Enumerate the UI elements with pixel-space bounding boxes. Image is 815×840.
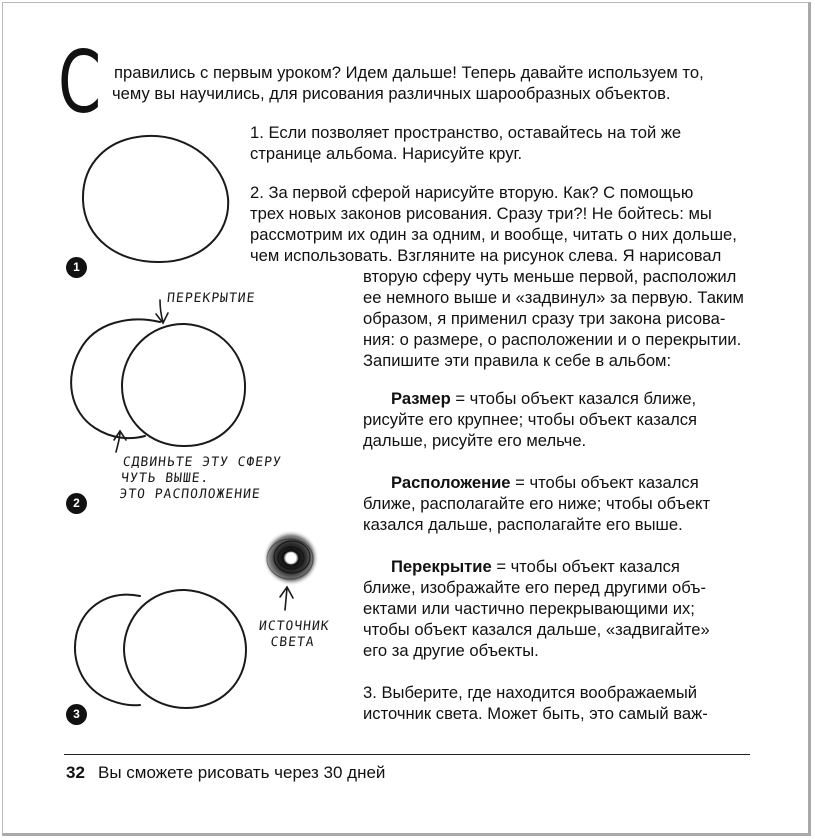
step-2-line: вторую сферу чуть меньше первой, расположил	[363, 267, 737, 286]
shift-note	[118, 455, 282, 503]
rule-position-text: = чтобы объект казался	[510, 473, 699, 492]
rule-size-text: рисуйте его крупнее; чтобы объект казался	[363, 410, 698, 429]
step-2-line: Запишите эти правила к себе в альбом:	[363, 351, 672, 370]
intro-line: правились с первым уроком? Идем дальше! Теперь давайте используем то,	[114, 63, 704, 82]
sphere-circle-1	[83, 136, 228, 262]
shift-arrow	[114, 431, 126, 452]
rule-overlap-term: Перекрытие	[391, 557, 492, 576]
shift-note-line: ЧУТЬ ВЫШЕ.	[120, 471, 211, 486]
light-source-label	[256, 619, 330, 651]
sphere-front-3	[124, 590, 246, 708]
rule-position-text: казался дальше, располагайте его выше.	[363, 515, 683, 534]
rule-overlap-text: ектами или частично перекрывающими их;	[363, 599, 695, 618]
rule-overlap-text: ближе, изображайте его перед другими объ-	[363, 578, 707, 597]
footer-rule	[64, 754, 750, 755]
step-2-line: рассмотрим их один за одним, и вообще, читать о них дольше,	[250, 225, 737, 244]
step-2-line: чем использовать. Взгляните на рисунок слева. Я нарисовал	[250, 246, 722, 265]
step-3-line: источник света. Может быть, это самый важ-	[363, 704, 708, 723]
light-source-label-line: ИСТОЧНИК	[258, 619, 331, 634]
rule-size-text: = чтобы объект казался ближе,	[450, 389, 697, 408]
step-3-line: 3. Выберите, где находится воображаемый	[363, 683, 698, 702]
page-number: 32	[66, 763, 85, 782]
step-1-line: странице альбома. Нарисуйте круг.	[250, 144, 523, 163]
rule-overlap-text: = чтобы объект казался	[491, 557, 680, 576]
figure-number-3: 3	[66, 704, 87, 725]
step-2-line: ее немного выше и «задвинул» за первую. Таким	[363, 288, 744, 307]
step-2-line: трех новых законов рисования. Сразу три?! Не бойтесь: мы	[250, 204, 712, 223]
sphere-back-3	[75, 595, 140, 706]
step-1-line: 1. Если позволяет пространство, оставайтесь на той же	[250, 123, 682, 142]
step-2-line: ния: о размере, о расположении и о перекрытии.	[363, 330, 742, 349]
shift-note-line: СДВИНЬТЕ ЭТУ СФЕРУ	[121, 455, 283, 470]
rule-size-text: дальше, рисуйте его мельче.	[363, 431, 587, 450]
rule-overlap-text: его за другие объекты.	[363, 641, 539, 660]
intro-line: чему вы научились, для рисования различных шарообразных объектов.	[112, 84, 671, 103]
overlap-label: ПЕРЕКРЫТИЕ	[166, 291, 257, 306]
rule-overlap-text: чтобы объект казался дальше, «задвигайте»	[363, 620, 710, 639]
light-source-icon	[263, 530, 319, 586]
figure-number-2: 2	[66, 493, 87, 514]
light-source-label-line: СВЕТА	[269, 635, 316, 650]
rule-position-text: ближе, располагайте его ниже; чтобы объект	[363, 494, 711, 513]
rule-position-term: Расположение	[391, 473, 511, 492]
book-title: Вы сможете рисовать через 30 дней	[98, 763, 386, 782]
drop-cap: С	[58, 33, 102, 133]
step-2-line: образом, я применил сразу три закона рисова-	[363, 309, 726, 328]
sphere-front-2	[122, 324, 245, 446]
light-arrow	[280, 587, 293, 610]
shift-note-line: ЭТО РАСПОЛОЖЕНИЕ	[118, 487, 262, 502]
rule-size-term: Размер	[391, 389, 451, 408]
step-2-line: 2. За первой сферой нарисуйте вторую. Как? С помощью	[250, 183, 694, 202]
figure-number-1: 1	[66, 257, 87, 278]
